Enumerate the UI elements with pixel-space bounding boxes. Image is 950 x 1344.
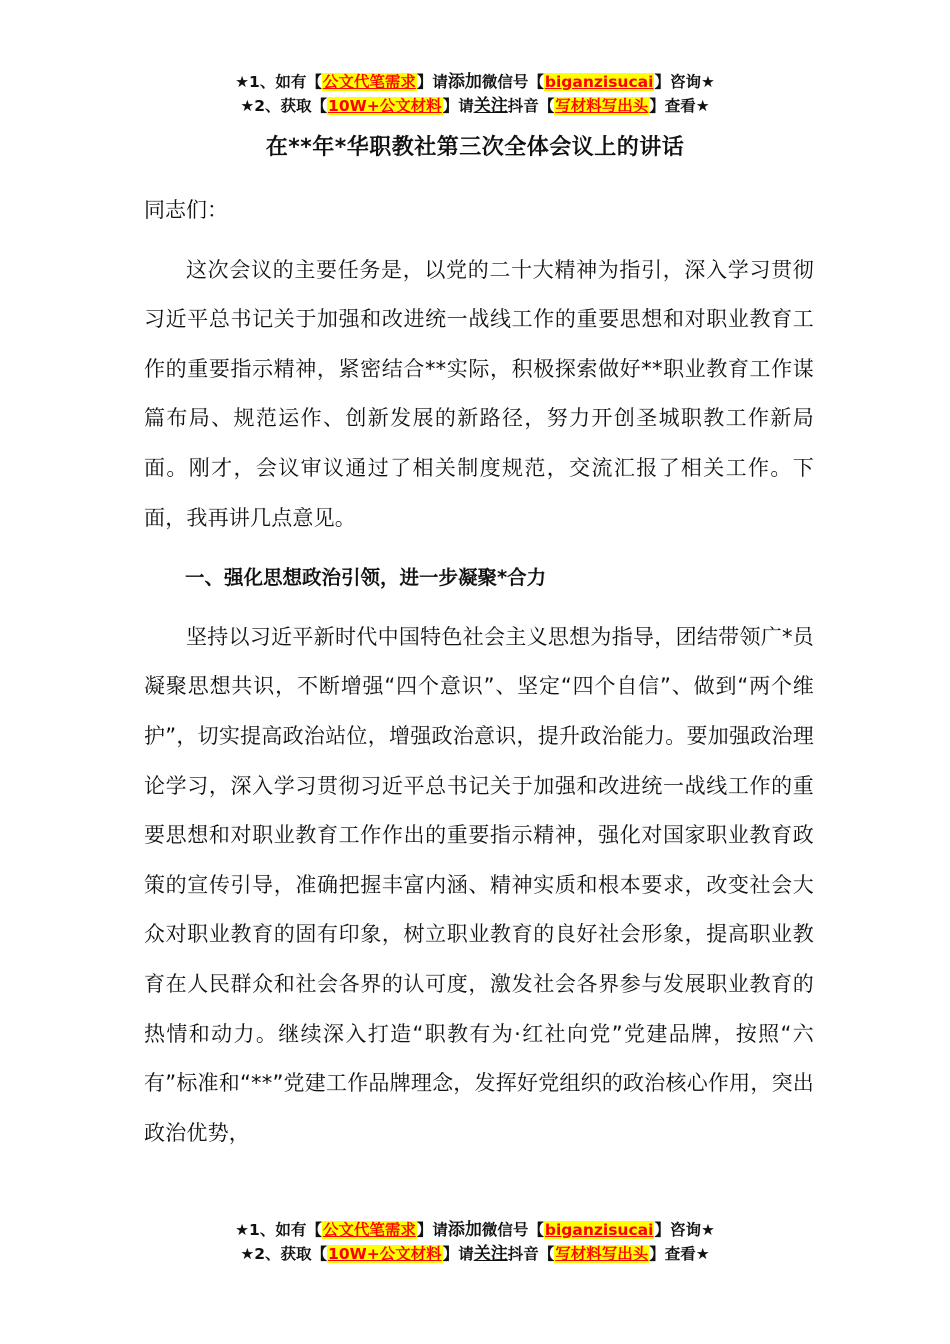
section-heading-1: 一、强化思想政治引领，进一步凝聚*合力 — [184, 566, 547, 590]
banner-line-2 — [0, 1242, 950, 1266]
banner-text: 】请 — [442, 1245, 474, 1263]
banner-highlight: 公文代笔需求 — [322, 1221, 416, 1239]
paragraph-2: 坚持以习近平新时代中国特色社会主义思想为指导，团结带领广*员凝聚思想共识，不断增强“四个意识”、坚定“四个自信”、做到“两个维护”，切实提高政治站位，增强政治意识，提升政治能力。要加强政治理论学习，深入学习贯彻习近平总书记关于加强和改进统一战线工作的重要思想和对职业教育工作作出的重要指示精神，强化对国家职业教育政策的宣传引导，准确把握丰富内涵、精神实质和根本要求，改变社会大众对职业教育的固有印象，树立职业教育的良好社会形象，提高职业教育在人民群众和社会各界的认可度，激发社会各界参与发展职业教育的热情和动力。继续深入打造“职教有为·红社向党”党建品牌，按照“六有”标准和“**”党建工作品牌理念，发挥好党组织的政治核心作用，突出政治优势， — [144, 624, 814, 1145]
banner-text: ★2、获取【 — [240, 1245, 328, 1263]
banner-emphasis: 添加 — [447, 72, 482, 92]
banner-line-1 — [0, 70, 950, 94]
banner-highlight: 公文代笔需求 — [322, 73, 416, 91]
banner-text: ★2、获取【 — [240, 97, 328, 115]
banner-emphasis: 添加 — [447, 1220, 482, 1240]
banner-text: 抖音【 — [507, 1245, 555, 1263]
banner-text: 微信号【 — [481, 73, 544, 91]
banner-emphasis: 关注 — [473, 1244, 508, 1264]
banner-line-2 — [0, 94, 950, 118]
banner-text: 】请 — [416, 73, 448, 91]
document-title: 在**年*华职教社第三次全体会议上的讲话 — [265, 135, 685, 160]
banner-text: 】咨询★ — [654, 1221, 715, 1239]
banner-text: ★1、如有【 — [235, 73, 322, 91]
banner-line-1 — [0, 1218, 950, 1242]
banner-highlight: biganzisucai — [544, 73, 654, 91]
banner-highlight: 10W+公文材料 — [328, 1245, 442, 1263]
banner-text: ★1、如有【 — [235, 1221, 322, 1239]
bottom-banner — [0, 1218, 950, 1266]
banner-text: 微信号【 — [481, 1221, 544, 1239]
top-banner — [0, 70, 950, 118]
banner-text: 】查看★ — [649, 1245, 710, 1263]
banner-text: 抖音【 — [507, 97, 555, 115]
banner-emphasis: 关注 — [473, 96, 508, 116]
banner-text: 】查看★ — [649, 97, 710, 115]
paragraph-1: 这次会议的主要任务是，以党的二十大精神为指引，深入学习贯彻习近平总书记关于加强和改进统一战线工作的重要思想和对职业教育工作的重要指示精神，紧密结合**实际，积极探索做好**职业教育工作谋篇布局、规范运作、创新发展的新路径，努力开创圣城职教工作新局面。刚才，会议审议通过了相关制度规范，交流汇报了相关工作。下面，我再讲几点意见。 — [144, 257, 814, 530]
banner-text: 】请 — [416, 1221, 448, 1239]
banner-highlight: 写材料写出头 — [555, 1245, 649, 1263]
banner-text: 】咨询★ — [654, 73, 715, 91]
salutation: 同志们： — [144, 198, 228, 222]
banner-highlight: biganzisucai — [544, 1221, 654, 1239]
banner-highlight: 10W+公文材料 — [328, 97, 442, 115]
banner-highlight: 写材料写出头 — [555, 97, 649, 115]
document-body — [144, 186, 814, 1158]
banner-text: 】请 — [442, 97, 474, 115]
